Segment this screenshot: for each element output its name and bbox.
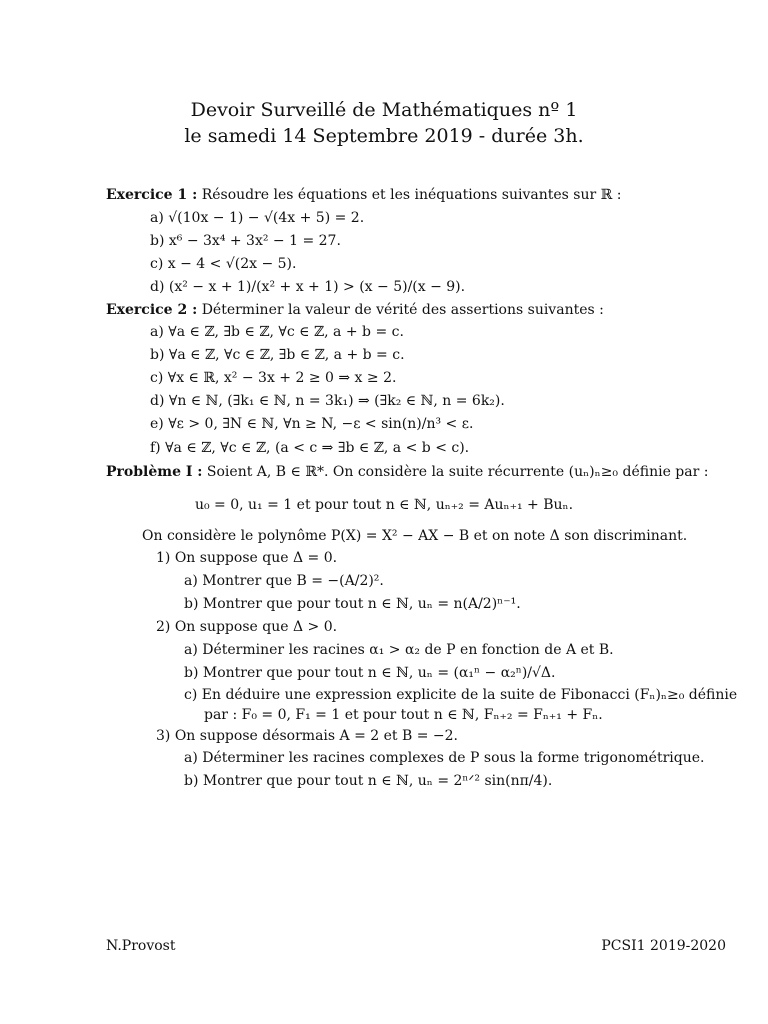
question-2c-line2: par : F₀ = 0, F₁ = 1 et pour tout n ∈ ℕ, Fₙ₊₂ = Fₙ₊₁ + Fₙ. [204,707,603,723]
exercice2-item-a: a) ∀a ∈ ℤ, ∃b ∈ ℤ, ∀c ∈ ℤ, a + b = c. [150,324,404,340]
footer-author: N.Provost [106,938,176,954]
question-3b: b) Montrer que pour tout n ∈ ℕ, uₙ = 2ⁿᐟ² sin(nπ/4). [184,773,553,789]
document-subtitle: le samedi 14 Septembre 2019 - durée 3h. [184,125,584,147]
exercice2-item-f: f) ∀a ∈ ℤ, ∀c ∈ ℤ, (a < c ⇒ ∃b ∈ ℤ, a < b < c). [150,440,470,456]
exercice2-heading [106,301,604,319]
exercice1-item-b: b) x⁶ − 3x⁴ + 3x² − 1 = 27. [150,233,341,249]
question-2: 2) On suppose que Δ > 0. [156,619,338,635]
probleme-heading [106,463,708,481]
question-3: 3) On suppose désormais A = 2 et B = −2. [156,728,458,744]
question-1b: b) Montrer que pour tout n ∈ ℕ, uₙ = n(A/2)ⁿ⁻¹. [184,596,521,612]
exercice2-text: Déterminer la valeur de vérité des assertions suivantes : [201,302,604,318]
probleme-label: Problème I : [106,464,203,480]
exercice1-item-d: d) (x² − x + 1)/(x² + x + 1) > (x − 5)/(x − 9). [150,279,466,295]
exercice1-heading [106,186,621,204]
question-2a: a) Déterminer les racines α₁ > α₂ de P en fonction de A et B. [184,642,614,658]
question-2c-line1: c) En déduire une expression explicite de la suite de Fibonacci (Fₙ)ₙ≥₀ définie [184,687,738,703]
exercice1-item-a: a) √(10x − 1) − √(4x + 5) = 2. [150,210,365,226]
exercice1-label: Exercice 1 : [106,187,198,203]
exercice2-item-c: c) ∀x ∈ ℝ, x² − 3x + 2 ≥ 0 ⇒ x ≥ 2. [150,370,397,386]
exercice1-item-c: c) x − 4 < √(2x − 5). [150,256,297,272]
probleme-intro: Soient A, B ∈ ℝ*. On considère la suite récurrente (uₙ)ₙ≥₀ définie par : [206,464,709,480]
probleme-polynome: On considère le polynôme P(X) = X² − AX − B et on note Δ son discriminant. [142,528,688,544]
exercice2-item-d: d) ∀n ∈ ℕ, (∃k₁ ∈ ℕ, n = 3k₁) ⇒ (∃k₂ ∈ ℕ, n = 6k₂). [150,393,505,409]
exercice2-label: Exercice 2 : [106,302,198,318]
exercice2-item-b: b) ∀a ∈ ℤ, ∀c ∈ ℤ, ∃b ∈ ℤ, a + b = c. [150,347,405,363]
exercice1-text: Résoudre les équations et les inéquations suivantes sur ℝ : [201,187,622,203]
question-2b: b) Montrer que pour tout n ∈ ℕ, uₙ = (α₁ⁿ − α₂ⁿ)/√Δ. [184,665,556,681]
probleme-recurrence: u₀ = 0, u₁ = 1 et pour tout n ∈ ℕ, uₙ₊₂ = Auₙ₊₁ + Buₙ. [194,497,574,513]
document-title: Devoir Surveillé de Mathématiques nº 1 [190,99,578,121]
footer-class: PCSI1 2019-2020 [601,938,726,954]
question-3a: a) Déterminer les racines complexes de P sous la forme trigonométrique. [184,750,705,766]
exercice2-item-e: e) ∀ε > 0, ∃N ∈ ℕ, ∀n ≥ N, −ε < sin(n)/n³ < ε. [150,416,474,432]
question-1: 1) On suppose que Δ = 0. [156,550,338,566]
question-1a: a) Montrer que B = −(A/2)². [184,573,384,589]
